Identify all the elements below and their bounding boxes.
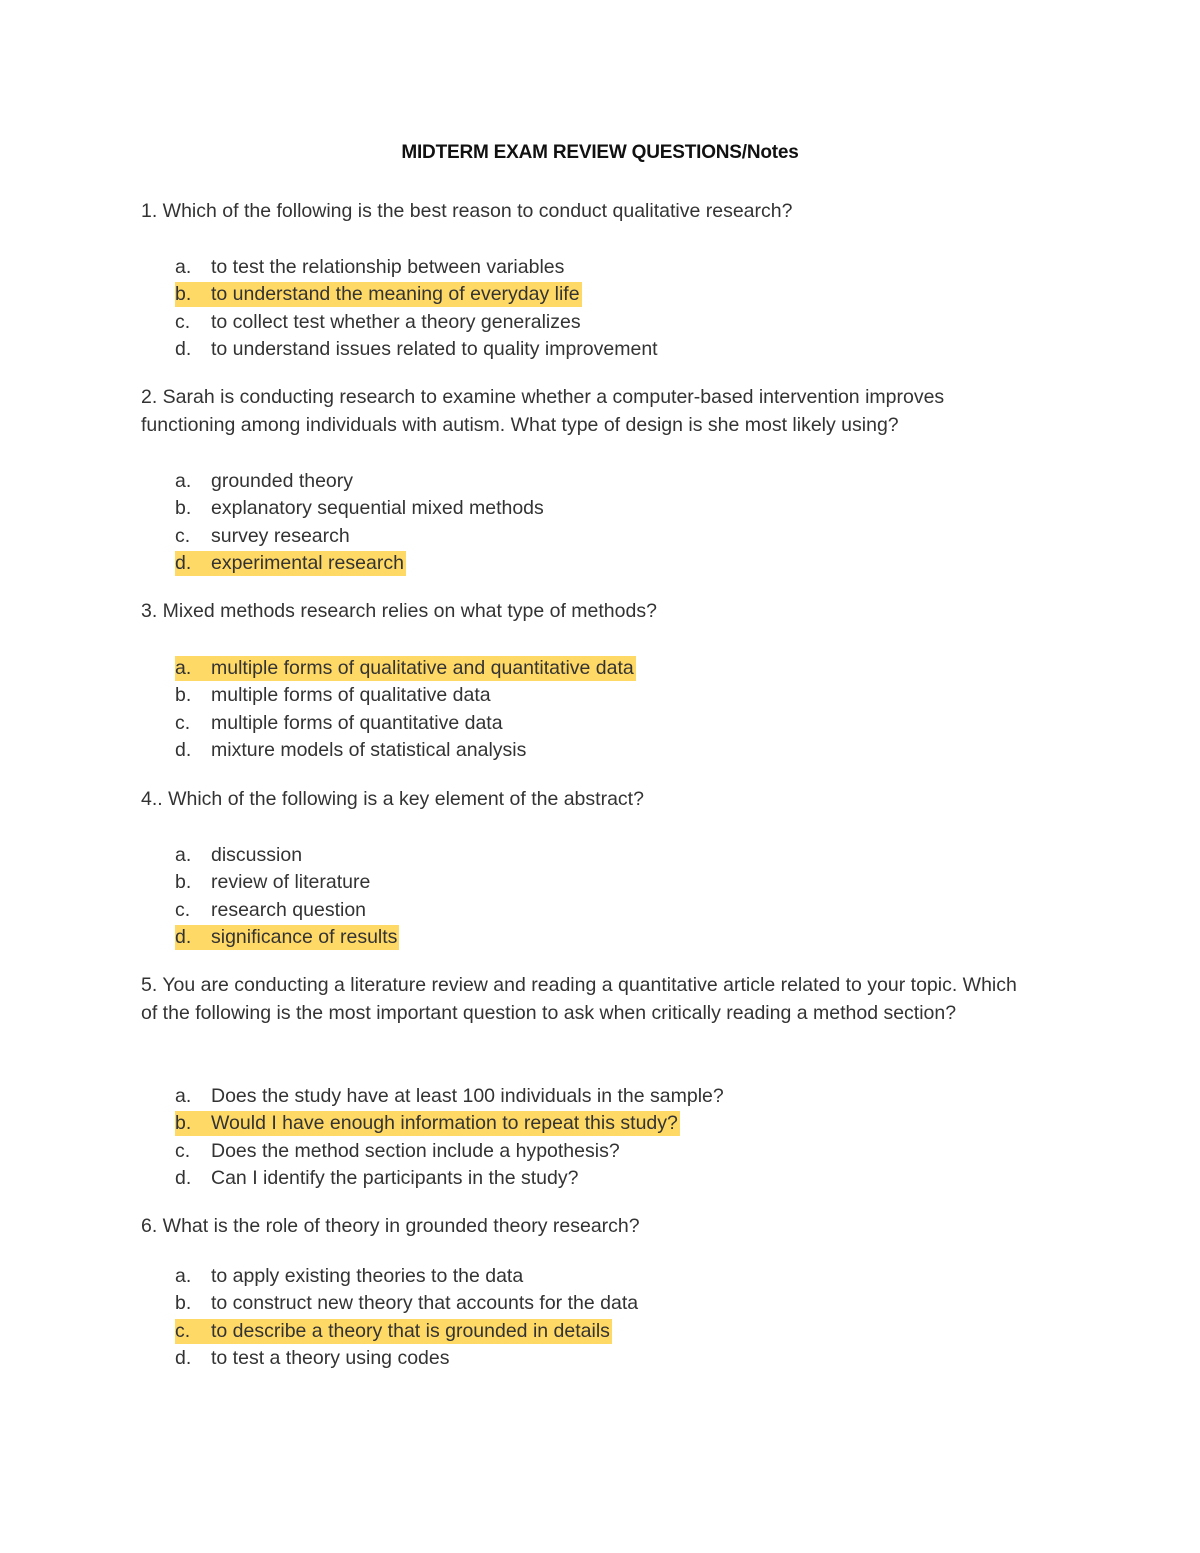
- option-letter: c.: [175, 1319, 191, 1342]
- question-1: 1. Which of the following is the best reason to conduct qualitative research?: [141, 200, 793, 222]
- option-letter: d.: [175, 1346, 192, 1369]
- question-6: 6. What is the role of theory in grounded theory research?: [141, 1215, 640, 1237]
- option-3b: [175, 682, 636, 709]
- option-2d-answer: [175, 550, 546, 577]
- option-2b: [175, 495, 546, 522]
- answer-highlight: [175, 1111, 680, 1136]
- option-4d-answer: [175, 924, 399, 951]
- option-text: to test a theory using codes: [211, 1346, 450, 1369]
- option-letter: b.: [175, 283, 192, 306]
- option-5a: [175, 1083, 726, 1110]
- option-letter: c.: [175, 310, 191, 333]
- option-text: to collect test whether a theory generalizes: [211, 310, 581, 333]
- option-3c: [175, 710, 636, 737]
- option-1c: [175, 309, 660, 336]
- option-text: mixture models of statistical analysis: [211, 738, 527, 761]
- question-4-options: [175, 842, 399, 951]
- option-letter: d.: [175, 1166, 192, 1189]
- option-6d: [175, 1345, 640, 1372]
- option-letter: b.: [175, 684, 192, 707]
- option-text: Can I identify the participants in the study?: [211, 1166, 579, 1189]
- option-text: to describe a theory that is grounded in details: [211, 1319, 610, 1342]
- option-5c: [175, 1138, 726, 1165]
- option-1a: [175, 254, 660, 281]
- option-4b: [175, 869, 399, 896]
- option-letter: a.: [175, 1085, 192, 1107]
- option-text: to understand the meaning of everyday life: [211, 283, 580, 306]
- option-text: research question: [211, 898, 367, 921]
- answer-highlight: [175, 282, 582, 307]
- option-letter: c.: [175, 524, 191, 547]
- option-text: to test the relationship between variables: [211, 256, 565, 278]
- option-text: survey research: [211, 524, 350, 547]
- option-letter: c.: [175, 711, 191, 734]
- option-6a: [175, 1263, 640, 1290]
- option-text: Does the study have at least 100 individuals in the sample?: [211, 1085, 724, 1107]
- option-2a: [175, 468, 546, 495]
- option-letter: a.: [175, 657, 192, 679]
- option-5d: [175, 1165, 726, 1192]
- option-letter: b.: [175, 497, 192, 520]
- option-letter: d.: [175, 738, 192, 761]
- option-letter: b.: [175, 871, 192, 894]
- option-4c: [175, 897, 399, 924]
- option-text: grounded theory: [211, 470, 354, 492]
- option-text: multiple forms of qualitative and quantitative data: [211, 657, 634, 679]
- option-3a-answer: [175, 655, 636, 682]
- option-letter: a.: [175, 470, 192, 492]
- option-letter: a.: [175, 844, 192, 866]
- option-letter: b.: [175, 1292, 192, 1315]
- answer-highlight: [175, 656, 636, 681]
- option-6c-answer: [175, 1318, 640, 1345]
- document-title: MIDTERM EXAM REVIEW QUESTIONS/Notes: [401, 142, 799, 163]
- option-text: Would I have enough information to repeat this study?: [211, 1112, 678, 1135]
- option-5b-answer: [175, 1110, 726, 1137]
- option-text: to apply existing theories to the data: [211, 1265, 524, 1287]
- question-2: 2. Sarah is conducting research to examine whether a computer-based intervention improves functioning among individuals with autism. What type of design is she most likely using?: [141, 386, 945, 436]
- question-6-options: [175, 1263, 640, 1372]
- option-4a: [175, 842, 399, 869]
- option-text: multiple forms of quantitative data: [211, 711, 503, 734]
- option-letter: d.: [175, 337, 192, 360]
- question-3-options: [175, 655, 636, 764]
- option-text: to construct new theory that accounts for the data: [211, 1292, 639, 1315]
- question-5-options: [175, 1083, 726, 1192]
- question-1-options: [175, 254, 660, 363]
- option-6b: [175, 1290, 640, 1317]
- answer-highlight: [175, 1319, 612, 1344]
- option-letter: a.: [175, 256, 192, 278]
- option-1b-answer: [175, 281, 660, 308]
- question-4: 4.. Which of the following is a key element of the abstract?: [141, 788, 644, 810]
- option-text: discussion: [211, 844, 303, 866]
- option-text: multiple forms of qualitative data: [211, 684, 491, 707]
- option-text: Does the method section include a hypothesis?: [211, 1139, 620, 1162]
- option-1d: [175, 336, 660, 363]
- option-letter: d.: [175, 551, 192, 574]
- answer-highlight: [175, 925, 399, 950]
- option-letter: c.: [175, 898, 191, 921]
- question-5: 5. You are conducting a literature review and reading a quantitative article related to your topic. Which of the following is the most important question to ask when critically reading a method section?: [141, 974, 1017, 1024]
- answer-highlight: [175, 551, 406, 576]
- option-text: to understand issues related to quality improvement: [211, 337, 658, 360]
- option-letter: c.: [175, 1139, 191, 1162]
- option-3d: [175, 737, 636, 764]
- question-3: 3. Mixed methods research relies on what type of methods?: [141, 600, 657, 622]
- option-text: significance of results: [211, 925, 398, 948]
- option-letter: a.: [175, 1265, 192, 1287]
- option-text: review of literature: [211, 871, 371, 894]
- option-letter: d.: [175, 925, 192, 948]
- option-text: experimental research: [211, 551, 404, 574]
- option-text: explanatory sequential mixed methods: [211, 497, 544, 520]
- option-letter: b.: [175, 1112, 192, 1135]
- option-2c: [175, 523, 546, 550]
- question-2-options: [175, 468, 546, 577]
